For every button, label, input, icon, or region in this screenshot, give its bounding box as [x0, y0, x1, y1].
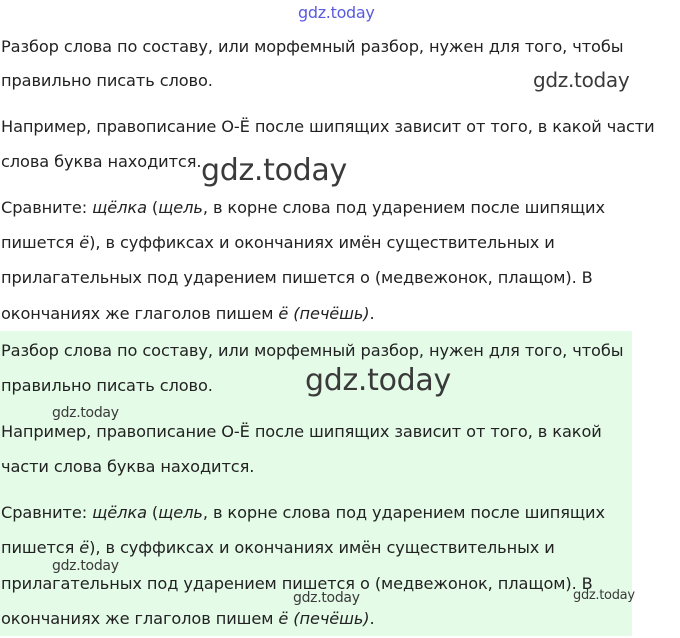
example-letter: ё [79, 233, 90, 252]
watermark: gdz.today [533, 68, 630, 92]
text-run: ( [146, 198, 159, 217]
example-word: щёлка [92, 198, 147, 217]
paragraph-line: правильно писать слово. [1, 376, 213, 395]
text-run: . [369, 304, 375, 323]
text-run: Сравните: [1, 198, 93, 217]
example-letter: ё [79, 538, 90, 557]
text-run: окончаниях же глаголов пишем [1, 304, 279, 323]
watermark: gdz.today [52, 558, 119, 574]
watermark: gdz.today [201, 153, 347, 188]
paragraph-line: прилагательных под ударением пишется о (медвежонок, плащом). В [1, 574, 593, 593]
example-word: щёлка [92, 503, 147, 522]
paragraph-line: части слова буква находится. [1, 457, 255, 476]
example-word: ё (печёшь) [278, 304, 370, 323]
watermark: gdz.today [573, 588, 635, 603]
paragraph-line [1, 538, 555, 558]
example-word: ё (печёшь) [278, 609, 370, 628]
paragraph-line [1, 233, 555, 253]
paragraph-line [1, 609, 375, 629]
text-run: пишется [1, 233, 80, 252]
paragraph-line: Например, правописание О-Ё после шипящих зависит от того, в какой части [1, 117, 655, 136]
example-word: щель [158, 503, 203, 522]
text-run: . [369, 609, 375, 628]
paragraph-line: слова буква находится. [1, 152, 202, 171]
paragraph-line [1, 503, 605, 523]
example-word: щель [158, 198, 203, 217]
text-run: , в корне слова под ударением после шипящих [202, 198, 605, 217]
paragraph-line: прилагательных под ударением пишется о (медвежонок, плащом). В [1, 268, 593, 287]
text-run: окончаниях же глаголов пишем [1, 609, 279, 628]
paragraph-line: Разбор слова по составу, или морфемный разбор, нужен для того, чтобы [1, 341, 624, 360]
text-run: Сравните: [1, 503, 93, 522]
watermark: gdz.today [305, 363, 451, 398]
text-run: ), в суффиксах и окончаниях имён существительных и [89, 233, 555, 252]
paragraph-line: Разбор слова по составу, или морфемный разбор, нужен для того, чтобы [1, 37, 624, 56]
text-run: ), в суффиксах и окончаниях имён существительных и [89, 538, 555, 557]
text-run: пишется [1, 538, 80, 557]
paragraph-line [1, 304, 375, 324]
watermark: gdz.today [293, 590, 360, 606]
watermark: gdz.today [52, 405, 119, 421]
paragraph-line [1, 198, 605, 218]
watermark-top: gdz.today [298, 3, 375, 22]
paragraph-line: правильно писать слово. [1, 71, 213, 90]
paragraph-line: Например, правописание О-Ё после шипящих зависит от того, в какой [1, 422, 602, 441]
text-run: , в корне слова под ударением после шипящих [202, 503, 605, 522]
text-run: ( [146, 503, 159, 522]
